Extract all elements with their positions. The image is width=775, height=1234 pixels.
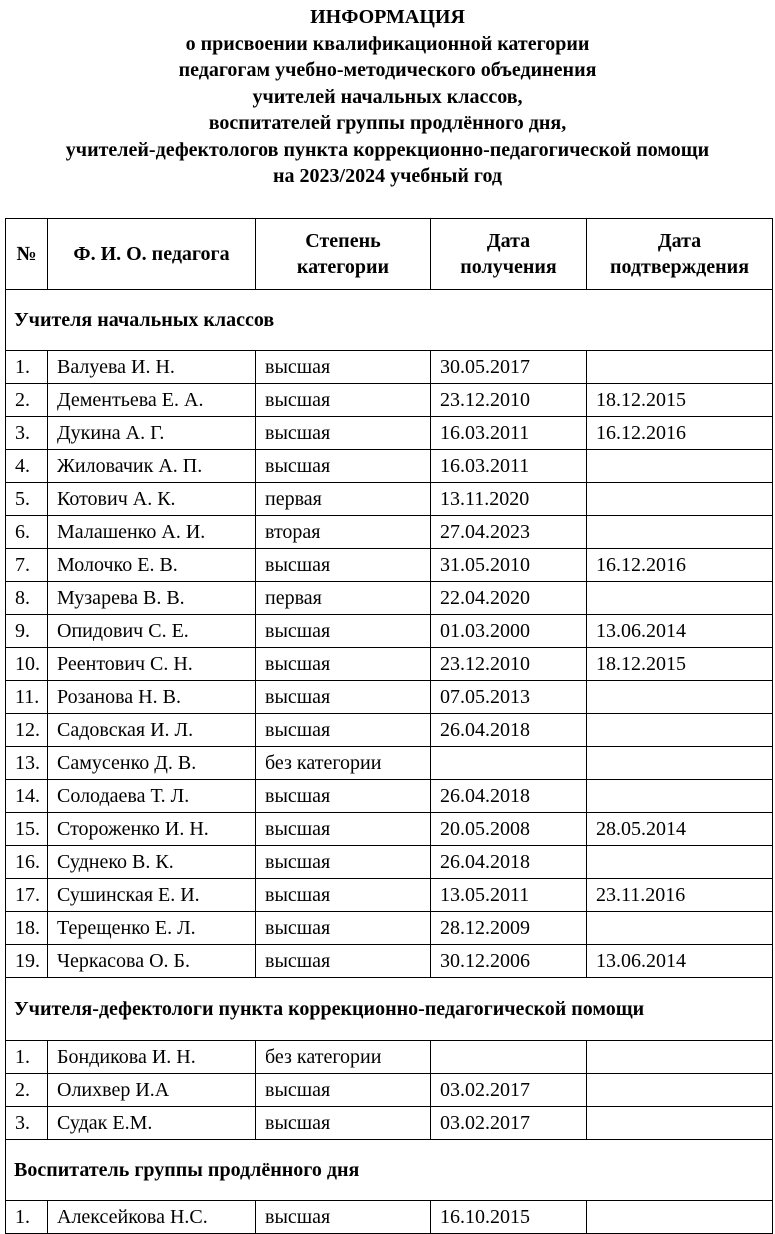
cell-name: Дементьева Е. А.	[48, 384, 256, 417]
cell-category: высшая	[256, 1201, 431, 1234]
cell-name: Жиловачик А. П.	[48, 450, 256, 483]
cell-number: 18.	[6, 912, 48, 945]
cell-confirmed-date	[587, 1041, 773, 1074]
title-line: учителей-дефектологов пункта коррекционно-педагогической помощи	[65, 138, 710, 161]
document-title	[0, 4, 775, 190]
header-name: Ф. И. О. педагога	[48, 219, 256, 290]
cell-confirmed-date	[587, 516, 773, 549]
cell-name: Черкасова О. Б.	[48, 945, 256, 978]
cell-name: Котович А. К.	[48, 483, 256, 516]
cell-category: высшая	[256, 846, 431, 879]
cell-received-date: 13.11.2020	[431, 483, 587, 516]
cell-confirmed-date	[587, 714, 773, 747]
cell-name: Алексейкова Н.С.	[48, 1201, 256, 1234]
cell-received-date: 03.02.2017	[431, 1107, 587, 1140]
cell-name: Стороженко И. Н.	[48, 813, 256, 846]
table-row	[6, 582, 773, 615]
cell-category: высшая	[256, 351, 431, 384]
section-title: Учителя начальных классов	[6, 290, 773, 351]
cell-received-date: 30.05.2017	[431, 351, 587, 384]
cell-number: 3.	[6, 417, 48, 450]
header-category: Степень категории	[256, 219, 431, 290]
cell-category: высшая	[256, 780, 431, 813]
cell-name: Суднеко В. К.	[48, 846, 256, 879]
table-row	[6, 384, 773, 417]
cell-confirmed-date	[587, 747, 773, 780]
table-row	[6, 1201, 773, 1234]
table-row	[6, 1107, 773, 1140]
cell-number: 14.	[6, 780, 48, 813]
cell-number: 13.	[6, 747, 48, 780]
table-row	[6, 516, 773, 549]
table-row	[6, 1041, 773, 1074]
cell-name: Музарева В. В.	[48, 582, 256, 615]
header-number: №	[6, 219, 48, 290]
table-row	[6, 747, 773, 780]
cell-received-date: 23.12.2010	[431, 384, 587, 417]
table-row	[6, 1074, 773, 1107]
table-row	[6, 879, 773, 912]
cell-received-date: 20.05.2008	[431, 813, 587, 846]
title-line: о присвоении квалификационной категории	[185, 32, 590, 55]
cell-number: 7.	[6, 549, 48, 582]
cell-received-date: 31.05.2010	[431, 549, 587, 582]
cell-received-date: 13.05.2011	[431, 879, 587, 912]
cell-name: Садовская И. Л.	[48, 714, 256, 747]
cell-number: 17.	[6, 879, 48, 912]
cell-received-date: 30.12.2006	[431, 945, 587, 978]
table-row	[6, 483, 773, 516]
cell-confirmed-date	[587, 1107, 773, 1140]
cell-name: Сушинская Е. И.	[48, 879, 256, 912]
cell-name: Реентович С. Н.	[48, 648, 256, 681]
cell-confirmed-date: 18.12.2015	[587, 648, 773, 681]
cell-name: Молочко Е. В.	[48, 549, 256, 582]
cell-number: 12.	[6, 714, 48, 747]
cell-number: 1.	[6, 1201, 48, 1234]
table-row	[6, 450, 773, 483]
cell-category: высшая	[256, 945, 431, 978]
cell-category: высшая	[256, 681, 431, 714]
title-line: воспитателей группы продлённого дня,	[208, 112, 567, 134]
cell-category: высшая	[256, 912, 431, 945]
cell-received-date: 16.10.2015	[431, 1201, 587, 1234]
table-row	[6, 681, 773, 714]
cell-name: Самусенко Д. В.	[48, 747, 256, 780]
cell-category: высшая	[256, 615, 431, 648]
cell-confirmed-date	[587, 780, 773, 813]
cell-confirmed-date: 16.12.2016	[587, 549, 773, 582]
table-row	[6, 912, 773, 945]
cell-confirmed-date	[587, 681, 773, 714]
table-row	[6, 714, 773, 747]
cell-number: 9.	[6, 615, 48, 648]
table-row	[6, 549, 773, 582]
table-row	[6, 780, 773, 813]
cell-received-date: 16.03.2011	[431, 450, 587, 483]
cell-received-date: 26.04.2018	[431, 780, 587, 813]
cell-received-date: 26.04.2018	[431, 846, 587, 879]
cell-number: 19.	[6, 945, 48, 978]
cell-category: первая	[256, 582, 431, 615]
cell-received-date: 01.03.2000	[431, 615, 587, 648]
cell-number: 15.	[6, 813, 48, 846]
cell-received-date: 27.04.2023	[431, 516, 587, 549]
table-row	[6, 615, 773, 648]
cell-number: 10.	[6, 648, 48, 681]
cell-category: вторая	[256, 516, 431, 549]
cell-name: Малашенко А. И.	[48, 516, 256, 549]
cell-category: высшая	[256, 879, 431, 912]
cell-name: Дукина А. Г.	[48, 417, 256, 450]
table-row	[6, 417, 773, 450]
cell-confirmed-date: 28.05.2014	[587, 813, 773, 846]
section-row	[6, 1140, 773, 1201]
cell-number: 3.	[6, 1107, 48, 1140]
cell-confirmed-date: 13.06.2014	[587, 615, 773, 648]
table-row	[6, 813, 773, 846]
section-row	[6, 290, 773, 351]
cell-number: 1.	[6, 351, 48, 384]
section-row	[6, 978, 773, 1041]
cell-received-date	[431, 747, 587, 780]
cell-number: 4.	[6, 450, 48, 483]
cell-category: высшая	[256, 714, 431, 747]
table-row	[6, 648, 773, 681]
header-received-date: Дата получения	[431, 219, 587, 290]
cell-category: высшая	[256, 1107, 431, 1140]
cell-number: 8.	[6, 582, 48, 615]
cell-confirmed-date	[587, 912, 773, 945]
section-title: Учителя-дефектологи пункта коррекционно-педагогической помощи	[6, 978, 773, 1041]
cell-confirmed-date: 18.12.2015	[587, 384, 773, 417]
cell-confirmed-date: 23.11.2016	[587, 879, 773, 912]
cell-name: Олихвер И.А	[48, 1074, 256, 1107]
cell-number: 6.	[6, 516, 48, 549]
cell-confirmed-date	[587, 1074, 773, 1107]
cell-received-date	[431, 1041, 587, 1074]
header-confirmed-date: Дата подтверждения	[587, 219, 773, 290]
cell-confirmed-date	[587, 450, 773, 483]
title-line: учителей начальных классов,	[252, 85, 523, 108]
cell-category: без категории	[256, 1041, 431, 1074]
table-row	[6, 945, 773, 978]
cell-number: 2.	[6, 1074, 48, 1107]
cell-received-date: 07.05.2013	[431, 681, 587, 714]
cell-confirmed-date	[587, 846, 773, 879]
title-line: педагогам учебно-методического объединения	[178, 59, 597, 81]
qualification-table	[5, 218, 773, 1234]
cell-name: Терещенко Е. Л.	[48, 912, 256, 945]
cell-confirmed-date	[587, 582, 773, 615]
cell-received-date: 26.04.2018	[431, 714, 587, 747]
cell-category: высшая	[256, 1074, 431, 1107]
cell-confirmed-date	[587, 351, 773, 384]
cell-confirmed-date: 16.12.2016	[587, 417, 773, 450]
cell-confirmed-date: 13.06.2014	[587, 945, 773, 978]
cell-name: Бондикова И. Н.	[48, 1041, 256, 1074]
cell-received-date: 03.02.2017	[431, 1074, 587, 1107]
cell-number: 11.	[6, 681, 48, 714]
cell-name: Опидович С. Е.	[48, 615, 256, 648]
cell-category: высшая	[256, 648, 431, 681]
table-row	[6, 351, 773, 384]
cell-number: 2.	[6, 384, 48, 417]
cell-received-date: 23.12.2010	[431, 648, 587, 681]
cell-number: 5.	[6, 483, 48, 516]
table-header-row	[6, 219, 773, 290]
title-line: ИНФОРМАЦИЯ	[310, 6, 465, 28]
cell-category: первая	[256, 483, 431, 516]
cell-name: Солодаева Т. Л.	[48, 780, 256, 813]
cell-category: высшая	[256, 384, 431, 417]
cell-name: Судак Е.М.	[48, 1107, 256, 1140]
cell-received-date: 16.03.2011	[431, 417, 587, 450]
cell-confirmed-date	[587, 483, 773, 516]
cell-category: высшая	[256, 813, 431, 846]
cell-number: 16.	[6, 846, 48, 879]
cell-category: высшая	[256, 417, 431, 450]
cell-received-date: 22.04.2020	[431, 582, 587, 615]
cell-name: Розанова Н. В.	[48, 681, 256, 714]
cell-received-date: 28.12.2009	[431, 912, 587, 945]
table-row	[6, 846, 773, 879]
section-title: Воспитатель группы продлённого дня	[6, 1140, 773, 1201]
cell-category: высшая	[256, 450, 431, 483]
title-line: на 2023/2024 учебный год	[272, 165, 503, 187]
cell-category: без категории	[256, 747, 431, 780]
cell-name: Валуева И. Н.	[48, 351, 256, 384]
cell-number: 1.	[6, 1041, 48, 1074]
cell-category: высшая	[256, 549, 431, 582]
cell-confirmed-date	[587, 1201, 773, 1234]
